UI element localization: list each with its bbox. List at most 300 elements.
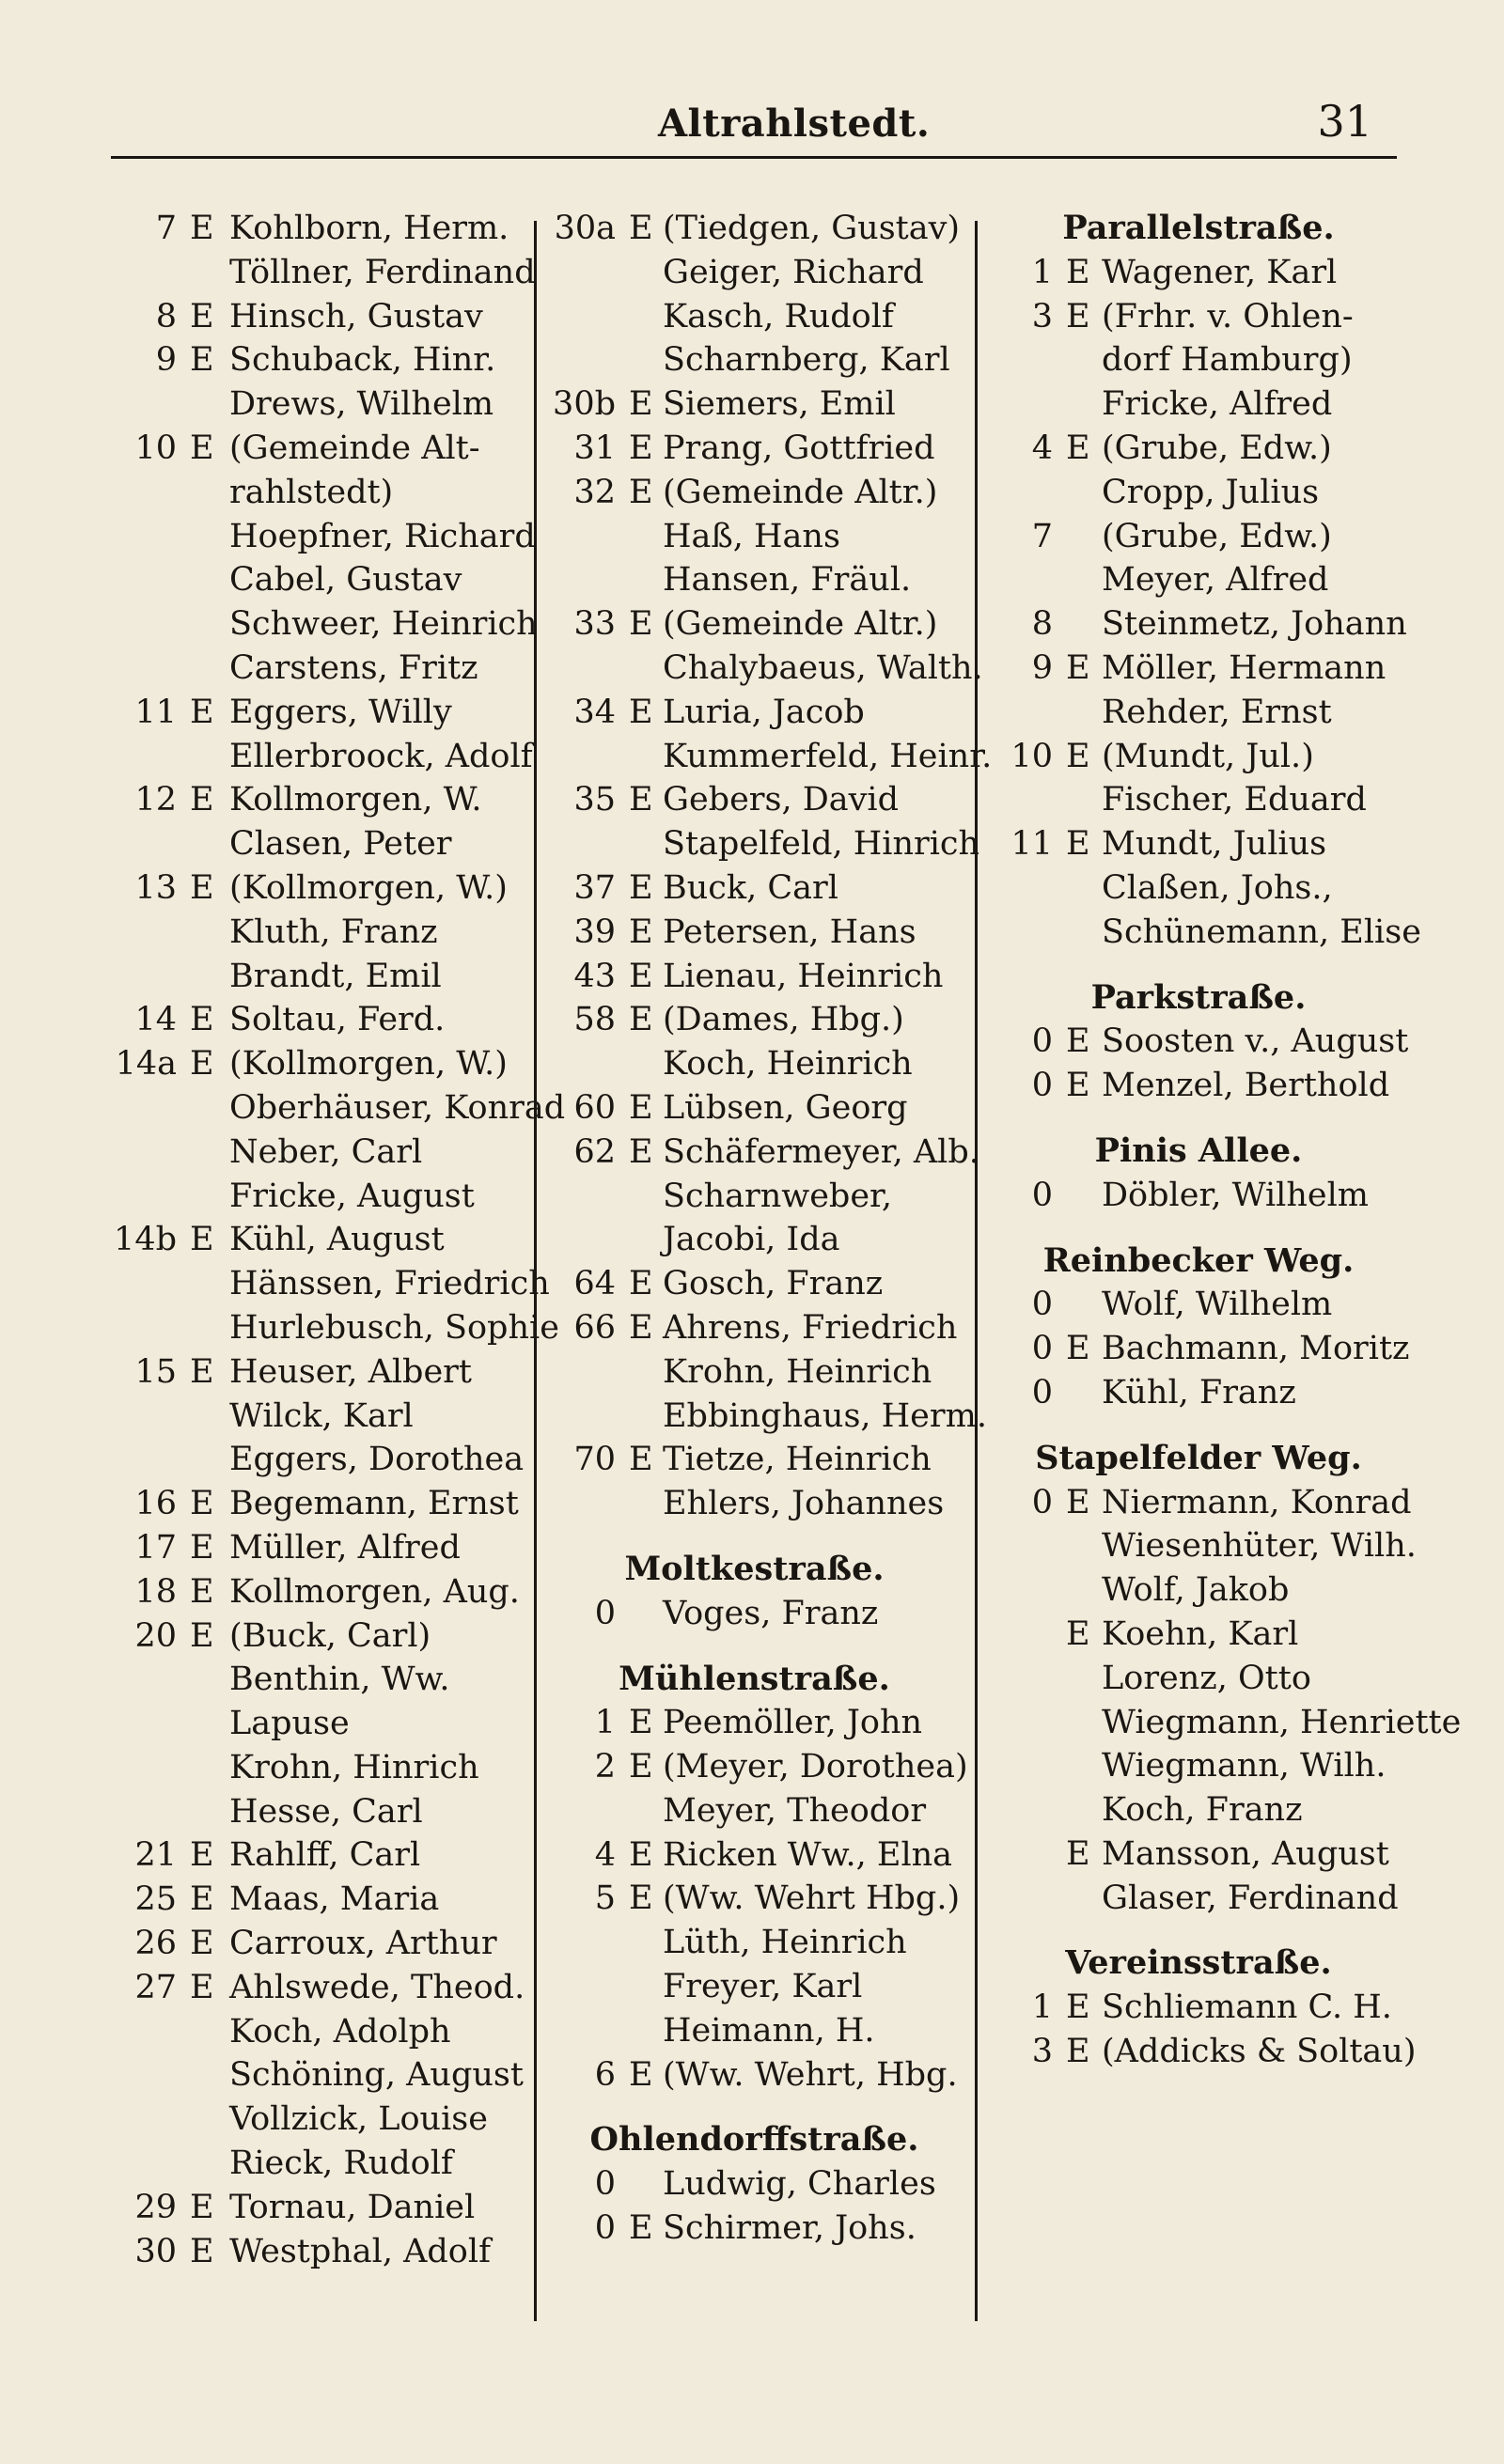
directory-entry xyxy=(113,295,526,339)
owner-mark: E xyxy=(190,1528,214,1567)
resident-name: Fricke, August xyxy=(229,1177,475,1215)
owner-mark xyxy=(616,1042,663,1086)
house-number xyxy=(540,338,616,382)
header-rule xyxy=(111,156,1397,159)
resident-name: Hinsch, Gustav xyxy=(229,297,483,335)
house-number: 14b xyxy=(114,1221,177,1259)
owner-mark: E xyxy=(629,385,653,424)
owner-mark xyxy=(1053,471,1102,515)
directory-entry xyxy=(540,1833,968,1878)
resident-name: Freyer, Karl xyxy=(663,1968,863,2006)
owner-mark: E xyxy=(1066,429,1090,467)
owner-mark: E xyxy=(190,429,214,467)
resident-name: (Meyer, Dorothea) xyxy=(663,1748,968,1786)
directory-entry xyxy=(113,1702,526,1746)
owner-mark xyxy=(616,822,663,866)
house-number: 18 xyxy=(134,1572,177,1611)
owner-mark xyxy=(1053,691,1102,735)
directory-entry xyxy=(113,1175,526,1219)
directory-entry xyxy=(113,251,536,295)
owner-mark: E xyxy=(1066,297,1090,335)
owner-mark: E xyxy=(629,210,653,247)
resident-name: (Gemeinde Altr.) xyxy=(663,473,938,511)
owner-mark xyxy=(616,2009,663,2053)
house-number: 13 xyxy=(134,868,177,907)
directory-entry xyxy=(540,1482,968,1526)
house-number xyxy=(113,1175,177,1219)
resident-name: Carroux, Arthur xyxy=(229,1925,497,1963)
house-number: 0 xyxy=(1031,1022,1053,1061)
directory-entry xyxy=(987,2030,1417,2074)
directory-entry xyxy=(987,647,1410,691)
resident-name: Oberhäuser, Konrad xyxy=(229,1088,566,1127)
owner-mark xyxy=(177,515,229,559)
owner-mark: E xyxy=(629,868,653,907)
house-number: 35 xyxy=(573,781,616,819)
house-number: 37 xyxy=(573,868,616,907)
house-number: 34 xyxy=(573,693,616,731)
section-gap xyxy=(987,1920,1410,1942)
owner-mark xyxy=(177,251,229,295)
house-number: 6 xyxy=(594,2055,616,2094)
house-number: 31 xyxy=(573,429,616,467)
resident-name: Mundt, Julius xyxy=(1102,825,1327,864)
directory-entry xyxy=(987,735,1410,779)
resident-name: Hänssen, Friedrich xyxy=(229,1265,550,1303)
resident-name: Müller, Alfred xyxy=(229,1528,461,1567)
house-number: 3 xyxy=(1031,297,1053,335)
owner-mark: E xyxy=(629,1879,653,1918)
resident-name: Soltau, Ferd. xyxy=(229,1001,446,1039)
house-number xyxy=(113,822,177,866)
street-heading: Moltkestraße. xyxy=(624,1549,885,1588)
house-number xyxy=(540,1921,616,1965)
directory-entry xyxy=(540,647,983,691)
directory-entry xyxy=(987,471,1410,515)
owner-mark: E xyxy=(190,1880,214,1919)
house-number: 25 xyxy=(134,1880,177,1919)
house-number xyxy=(113,558,177,602)
directory-entry xyxy=(113,911,526,955)
directory-entry xyxy=(540,1592,968,1636)
resident-name: Kasch, Rudolf xyxy=(663,297,894,335)
owner-mark xyxy=(177,1175,229,1219)
directory-entry xyxy=(987,602,1410,647)
owner-mark: E xyxy=(629,1001,653,1039)
owner-mark: E xyxy=(190,781,214,819)
house-number xyxy=(540,558,616,602)
resident-name: Koch, Heinrich xyxy=(663,1045,913,1084)
owner-mark xyxy=(616,515,663,559)
directory-entry xyxy=(540,2009,968,2053)
section-gap xyxy=(540,1636,968,1658)
house-number xyxy=(987,1877,1053,1921)
resident-name: Stapelfeld, Hinrich xyxy=(663,825,980,864)
house-number: 0 xyxy=(1031,1176,1053,1214)
owner-mark: E xyxy=(1066,737,1090,775)
resident-name: Drews, Wilhelm xyxy=(229,385,494,424)
owner-mark xyxy=(616,1789,663,1833)
directory-entry xyxy=(540,1175,968,1219)
section-gap xyxy=(987,1108,1410,1130)
resident-name: Möller, Hermann xyxy=(1102,648,1386,687)
owner-mark: E xyxy=(1066,1988,1090,2027)
owner-mark: E xyxy=(190,1925,214,1963)
directory-entry xyxy=(113,515,536,559)
house-number xyxy=(113,1790,177,1834)
directory-entry xyxy=(113,1350,526,1395)
owner-mark xyxy=(177,955,229,999)
directory-entry xyxy=(113,1570,526,1614)
house-number xyxy=(113,1131,177,1175)
directory-entry xyxy=(113,1966,526,2010)
owner-mark: E xyxy=(629,429,653,467)
street-heading: Mühlenstraße. xyxy=(619,1659,890,1698)
owner-mark xyxy=(616,2162,663,2207)
resident-name: Schweer, Heinrich xyxy=(229,605,538,644)
owner-mark xyxy=(616,1218,663,1262)
directory-entry xyxy=(987,382,1410,427)
resident-name: (Frhr. v. Ohlen- xyxy=(1102,297,1354,335)
street-heading: Pinis Allee. xyxy=(1094,1131,1303,1170)
resident-name: Döbler, Wilhelm xyxy=(1102,1176,1369,1214)
house-number: 14a xyxy=(115,1045,177,1084)
house-number xyxy=(540,1042,616,1086)
resident-name: Kummerfeld, Heinr. xyxy=(663,737,993,775)
owner-mark: E xyxy=(629,1748,653,1786)
house-number: 0 xyxy=(1031,1373,1053,1411)
directory-entry xyxy=(113,1262,550,1306)
owner-mark: E xyxy=(629,2055,653,2094)
resident-name: Lapuse xyxy=(229,1705,350,1743)
directory-entry xyxy=(540,427,968,471)
directory-entry xyxy=(540,866,968,911)
house-number: 4 xyxy=(594,1835,616,1874)
owner-mark xyxy=(616,558,663,602)
owner-mark xyxy=(177,1790,229,1834)
owner-mark: E xyxy=(1066,2033,1090,2071)
running-head: Altrahlstedt. xyxy=(658,101,931,146)
house-number xyxy=(113,382,177,427)
owner-mark: E xyxy=(629,473,653,511)
resident-name: Chalybaeus, Walth. xyxy=(663,648,983,687)
resident-name: (Addicks & Soltau) xyxy=(1102,2033,1417,2071)
house-number: 29 xyxy=(134,2188,177,2226)
house-number xyxy=(987,778,1053,822)
house-number: 39 xyxy=(573,912,616,951)
resident-name: Gebers, David xyxy=(663,781,900,819)
owner-mark xyxy=(177,471,229,515)
directory-entry xyxy=(540,1350,968,1395)
resident-name: Wiegmann, Wilh. xyxy=(1102,1747,1386,1786)
directory-entry xyxy=(113,647,526,691)
directory-entry xyxy=(113,1614,526,1659)
house-number xyxy=(987,691,1053,735)
resident-name: Meyer, Alfred xyxy=(1102,561,1329,600)
directory-entry xyxy=(113,1878,526,1922)
owner-mark xyxy=(177,2098,229,2142)
owner-mark: E xyxy=(629,605,653,644)
house-number: 3 xyxy=(1031,2033,1053,2071)
resident-name: Siemers, Emil xyxy=(663,385,896,424)
owner-mark xyxy=(1053,1701,1102,1745)
owner-mark xyxy=(177,647,229,691)
directory-entry xyxy=(113,1438,526,1482)
owner-mark xyxy=(177,1658,229,1702)
resident-name: Ahrens, Friedrich xyxy=(663,1308,958,1347)
directory-entry xyxy=(540,691,968,735)
house-number: 1 xyxy=(1031,253,1053,291)
directory-entry xyxy=(987,1701,1462,1745)
resident-name: Kollmorgen, Aug. xyxy=(229,1572,520,1611)
resident-name: Claßen, Johs., xyxy=(1102,868,1333,907)
owner-mark xyxy=(1053,778,1102,822)
owner-mark: E xyxy=(190,693,214,731)
house-number xyxy=(113,911,177,955)
house-number xyxy=(113,251,177,295)
resident-name: Schünemann, Elise xyxy=(1102,912,1421,951)
directory-entry xyxy=(987,691,1410,735)
directory-entry xyxy=(113,955,526,999)
directory-entry xyxy=(987,822,1410,866)
resident-name: (Grube, Edw.) xyxy=(1102,429,1332,467)
owner-mark: E xyxy=(190,1221,214,1259)
house-number: 0 xyxy=(1031,1483,1053,1521)
house-number: 43 xyxy=(573,957,616,995)
owner-mark: E xyxy=(629,912,653,951)
directory-entry xyxy=(113,822,526,866)
resident-name: Niermann, Konrad xyxy=(1102,1483,1412,1521)
house-number: 58 xyxy=(573,1001,616,1039)
resident-name: Wolf, Wilhelm xyxy=(1102,1286,1333,1324)
resident-name: Schäfermeyer, Alb. xyxy=(663,1132,979,1171)
house-number xyxy=(113,1306,177,1350)
directory-entry xyxy=(540,1262,968,1306)
owner-mark: E xyxy=(1066,1483,1090,1521)
house-number xyxy=(540,647,616,691)
owner-mark: E xyxy=(1066,1834,1090,1873)
directory-entry xyxy=(113,1395,526,1439)
resident-name: Wilck, Karl xyxy=(229,1396,414,1435)
resident-name: (Tiedgen, Gustav) xyxy=(663,210,961,247)
directory-entry xyxy=(987,1371,1410,1415)
directory-entry xyxy=(540,1789,968,1833)
resident-name: Heimann, H. xyxy=(663,2011,875,2050)
owner-mark: E xyxy=(1066,253,1090,291)
house-number: 66 xyxy=(573,1308,616,1347)
resident-name: Fischer, Eduard xyxy=(1102,781,1367,819)
directory-entry xyxy=(540,1218,968,1262)
owner-mark: E xyxy=(629,781,653,819)
owner-mark xyxy=(616,735,663,779)
resident-name: Schliemann C. H. xyxy=(1102,1988,1392,2027)
house-number xyxy=(540,1789,616,1833)
house-number: 16 xyxy=(134,1485,177,1523)
resident-name: rahlstedt) xyxy=(229,473,394,511)
directory-entry xyxy=(113,382,526,427)
house-number: 10 xyxy=(134,429,177,467)
house-number xyxy=(540,1395,616,1439)
resident-name: Neber, Carl xyxy=(229,1132,423,1171)
house-number: 33 xyxy=(573,605,616,644)
owner-mark xyxy=(616,1350,663,1395)
directory-entry xyxy=(540,1306,968,1350)
resident-name: Geiger, Richard xyxy=(663,253,924,291)
directory-entry xyxy=(113,2230,526,2274)
directory-entry xyxy=(113,866,526,911)
directory-entry xyxy=(540,1042,968,1086)
street-heading: Ohlendorffstraße. xyxy=(589,2120,919,2160)
house-number xyxy=(987,382,1053,427)
resident-name: Hurlebusch, Sophie xyxy=(229,1308,559,1347)
resident-name: Hoepfner, Richard xyxy=(229,517,536,555)
directory-entry xyxy=(540,1877,968,1921)
owner-mark xyxy=(1053,382,1102,427)
resident-name: Westphal, Adolf xyxy=(229,2232,492,2270)
owner-mark xyxy=(177,1262,229,1306)
directory-entry xyxy=(540,2053,968,2098)
house-number xyxy=(113,1395,177,1439)
directory-entry xyxy=(987,1832,1410,1877)
owner-mark: E xyxy=(629,1088,653,1127)
owner-mark xyxy=(1053,558,1102,602)
owner-mark xyxy=(616,1965,663,2009)
house-number: 0 xyxy=(1031,1286,1053,1324)
resident-name: Wiesenhüter, Wilh. xyxy=(1102,1527,1417,1566)
resident-name: Kühl, August xyxy=(229,1221,445,1259)
resident-name: Schuback, Hinr. xyxy=(229,341,496,380)
resident-name: Krohn, Heinrich xyxy=(663,1352,932,1391)
directory-entry xyxy=(987,558,1410,602)
resident-name: Ehlers, Johannes xyxy=(663,1485,945,1523)
resident-name: Scharnberg, Karl xyxy=(663,341,950,380)
directory-entry xyxy=(540,515,968,559)
owner-mark: E xyxy=(629,957,653,995)
directory-entry xyxy=(540,778,968,822)
owner-mark xyxy=(1053,1371,1102,1415)
resident-name: Peemöller, John xyxy=(663,1704,923,1742)
owner-mark: E xyxy=(190,1001,214,1039)
directory-entry xyxy=(540,251,968,295)
directory-entry xyxy=(540,911,968,955)
owner-mark: E xyxy=(629,1441,653,1479)
column-3 xyxy=(987,207,1462,2074)
house-number xyxy=(987,558,1053,602)
column-1 xyxy=(113,207,566,2273)
owner-mark xyxy=(177,2142,229,2186)
house-number: 11 xyxy=(134,693,177,731)
directory-entry xyxy=(540,1745,968,1789)
house-number xyxy=(987,1524,1053,1568)
house-number: 11 xyxy=(1010,825,1053,864)
directory-entry xyxy=(987,1744,1410,1788)
owner-mark xyxy=(616,251,663,295)
directory-entry xyxy=(987,1788,1410,1832)
directory-entry xyxy=(113,998,526,1042)
resident-name: Glaser, Ferdinand xyxy=(1102,1879,1399,1917)
owner-mark xyxy=(1053,1788,1102,1832)
owner-mark: E xyxy=(629,1835,653,1874)
resident-name: Rehder, Ernst xyxy=(1102,693,1332,731)
owner-mark xyxy=(616,1482,663,1526)
house-number xyxy=(113,515,177,559)
directory-entry xyxy=(987,1524,1417,1568)
owner-mark: E xyxy=(629,1265,653,1303)
resident-name: Tietze, Heinrich xyxy=(663,1441,932,1479)
resident-name: Luria, Jacob xyxy=(663,693,865,731)
house-number xyxy=(113,2053,177,2098)
directory-entry xyxy=(540,1395,987,1439)
house-number xyxy=(540,1175,616,1219)
directory-entry xyxy=(113,558,526,602)
directory-entry xyxy=(540,602,968,647)
owner-mark: E xyxy=(190,297,214,335)
owner-mark xyxy=(616,1175,663,1219)
owner-mark: E xyxy=(190,1836,214,1875)
house-number: 26 xyxy=(134,1925,177,1963)
resident-name: Maas, Maria xyxy=(229,1880,440,1919)
column-2 xyxy=(540,207,993,2251)
house-number: 1 xyxy=(594,1704,616,1742)
resident-name: Gosch, Franz xyxy=(663,1265,884,1303)
directory-entry xyxy=(540,471,968,515)
house-number: 10 xyxy=(1010,737,1053,775)
house-number xyxy=(987,471,1053,515)
house-number xyxy=(987,911,1053,955)
owner-mark xyxy=(1053,1744,1102,1788)
house-number: 15 xyxy=(134,1352,177,1391)
directory-entry xyxy=(987,1568,1410,1613)
directory-entry xyxy=(987,1877,1410,1921)
directory-entry xyxy=(987,295,1410,339)
house-number xyxy=(540,2009,616,2053)
directory-entry xyxy=(113,778,526,822)
resident-name: Ricken Ww., Elna xyxy=(663,1835,953,1874)
house-number xyxy=(113,1086,177,1131)
house-number xyxy=(113,1262,177,1306)
owner-mark xyxy=(1053,1568,1102,1613)
owner-mark xyxy=(177,1395,229,1439)
house-number xyxy=(540,822,616,866)
directory-entry xyxy=(987,1481,1410,1525)
directory-entry xyxy=(113,1746,526,1790)
directory-entry xyxy=(113,1658,526,1702)
resident-name: Vollzick, Louise xyxy=(229,2100,488,2139)
resident-name: Kluth, Franz xyxy=(229,912,438,951)
owner-mark xyxy=(177,382,229,427)
resident-name: Wolf, Jakob xyxy=(1102,1571,1290,1610)
directory-entry xyxy=(113,691,526,735)
resident-name: Lübsen, Georg xyxy=(663,1088,908,1127)
resident-name: (Kollmorgen, W.) xyxy=(229,868,508,907)
directory-entry xyxy=(113,2186,526,2230)
resident-name: Haß, Hans xyxy=(663,517,840,555)
resident-name: Menzel, Berthold xyxy=(1102,1067,1390,1105)
directory-entry xyxy=(113,427,526,471)
house-number xyxy=(540,251,616,295)
owner-mark xyxy=(1053,1283,1102,1327)
resident-name: Koehn, Karl xyxy=(1102,1614,1299,1653)
house-number: 0 xyxy=(594,1594,616,1632)
section-gap xyxy=(540,2097,968,2118)
owner-mark: E xyxy=(190,210,214,247)
directory-entry xyxy=(113,1218,526,1262)
resident-name: (Gemeinde Altr.) xyxy=(663,605,938,644)
directory-entry xyxy=(113,2142,526,2186)
directory-entry xyxy=(987,1327,1410,1371)
resident-name: Ebbinghaus, Herm. xyxy=(663,1396,987,1435)
directory-entry xyxy=(540,382,968,427)
